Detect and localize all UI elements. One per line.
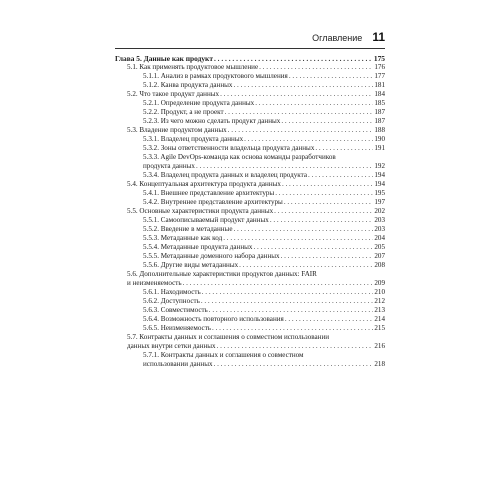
toc-entry[interactable] [115, 207, 385, 216]
dot-leader [228, 126, 374, 135]
toc-entry-page: 184 [374, 90, 385, 98]
toc-entry-page: 187 [374, 108, 385, 116]
toc-entry[interactable] [115, 234, 385, 243]
toc-entry-page: 215 [374, 324, 385, 332]
toc-entry[interactable] [115, 270, 385, 288]
toc-entry-page: 176 [374, 63, 385, 71]
toc-entry[interactable] [115, 243, 385, 252]
toc-entry-page: 202 [374, 207, 385, 215]
toc-entry-text: 5.3.1. Владелец продукта данных [143, 135, 244, 143]
dot-leader [253, 243, 373, 252]
toc-entry-page: 210 [374, 288, 385, 296]
toc-entry-text: 5.1. Как применять продуктовое мышление [127, 63, 259, 71]
toc-entry-text: 5.4.1. Внешнее представление архитектуры [143, 189, 275, 197]
toc-entry-text: 5.5.6. Другие виды метаданных [143, 261, 239, 269]
toc-entry-page: 207 [374, 252, 385, 260]
toc-entry-page: 216 [374, 342, 385, 350]
toc-entry-text-line1: 5.6. Дополнительные характеристики продуктов данных: FAIR [127, 270, 317, 278]
dot-leader [233, 225, 373, 234]
toc-entry-text: 5.6.2. Доступность [143, 297, 200, 305]
dot-leader [196, 162, 373, 171]
toc-entry[interactable] [115, 180, 385, 189]
running-header [312, 30, 385, 46]
toc-entry[interactable] [115, 324, 385, 333]
toc-entry-page: 194 [374, 180, 385, 188]
toc-entry[interactable] [115, 252, 385, 261]
header-page-number: 11 [372, 30, 385, 44]
toc-entry[interactable] [115, 189, 385, 198]
toc-entry-page: 175 [373, 54, 385, 63]
toc-entry-text: 5.4. Концептуальная архитектура продукта данных [127, 180, 281, 188]
dot-leader [308, 171, 373, 180]
toc-entry-page: 203 [374, 216, 385, 224]
toc-entry[interactable] [115, 315, 385, 324]
toc-entry-page: 187 [374, 117, 385, 125]
toc-entry-text: использовании данных [143, 360, 213, 368]
dot-leader [259, 63, 373, 72]
toc-entry-text: 5.5.5. Метаданные доменного набора данных [143, 252, 280, 260]
toc-entry-text: 5.2. Что такое продукт данных [127, 90, 220, 98]
toc-entry[interactable] [115, 261, 385, 270]
toc-entry[interactable] [115, 117, 385, 126]
dot-leader [217, 342, 374, 351]
toc-entry[interactable] [115, 216, 385, 225]
header-title: Оглавление [312, 33, 363, 43]
dot-leader [285, 315, 374, 324]
toc-entry-text: 5.2.2. Продукт, а не проект [143, 108, 224, 116]
toc-entry-text: 5.5.3. Метаданные как код [143, 234, 223, 242]
toc-entry-text: 5.6.3. Совместимость [143, 306, 208, 314]
toc-entry-page: 181 [374, 81, 385, 89]
toc-entry-text: 5.2.3. Из чего можно сделать продукт данных [143, 117, 281, 125]
toc-entry[interactable] [115, 171, 385, 180]
toc-entry-text: 5.3. Владение продуктом данных [127, 126, 227, 134]
toc-entry-page: 195 [374, 189, 385, 197]
toc-entry-text: 5.5.1. Самоописываемый продукт данных [143, 216, 269, 224]
toc-entry[interactable] [115, 153, 385, 171]
toc-entry-text: 5.4.2. Внутреннее представление архитектуры [143, 198, 283, 206]
toc-entry-text-line1: 5.3.3. Agile DevOps-команда как основа команды разработчиков [143, 153, 336, 161]
toc-entry-page: 203 [374, 225, 385, 233]
toc-entry-text: 5.3.2. Зоны ответственности владельца продукта данных [143, 144, 315, 152]
dot-leader [209, 306, 374, 315]
toc-entry-page: 191 [374, 144, 385, 152]
toc-entry-page: 190 [374, 135, 385, 143]
dot-leader [239, 261, 373, 270]
toc-entry[interactable] [115, 144, 385, 153]
toc-entry-page: 209 [374, 279, 385, 287]
dot-leader [214, 360, 374, 369]
toc-entry-text-line1: 5.7. Контракты данных и соглашения о совместном использовании [127, 333, 330, 341]
toc-entry[interactable] [115, 198, 385, 207]
toc-entry-text: 5.6.5. Неизменяемость [143, 324, 212, 332]
toc-entry-text: 5.5.4. Метаданные продукта данных [143, 243, 253, 251]
dot-leader [220, 90, 373, 99]
dot-leader [284, 198, 374, 207]
toc-entry-page: 208 [374, 261, 385, 269]
toc-entry[interactable] [115, 90, 385, 99]
toc-entry-text-line1: 5.7.1. Контракты данных и соглашения о совместном [143, 351, 304, 359]
toc-entry[interactable] [115, 63, 385, 72]
toc-entry-page: 204 [374, 234, 385, 242]
dot-leader [223, 234, 373, 243]
toc-entry-text: продукта данных [143, 162, 195, 170]
toc-entry-page: 197 [374, 198, 385, 206]
toc-entry-text: 5.1.1. Анализ в рамках продуктового мышления [143, 72, 288, 80]
toc-entry-page: 213 [374, 306, 385, 314]
dot-leader [281, 252, 374, 261]
dot-leader [289, 72, 374, 81]
toc-entry-page: 205 [374, 243, 385, 251]
toc-entry-text: 5.1.2. Канва продукта данных [143, 81, 233, 89]
toc-entry-text: данных внутри сетки данных [127, 342, 216, 350]
toc-entry-page: 212 [374, 297, 385, 305]
toc-entry-page: 218 [374, 360, 385, 368]
toc-entry-text: 5.5.2. Введение в метаданные [143, 225, 233, 233]
toc-entry[interactable] [115, 72, 385, 81]
toc-entry-page: 185 [374, 99, 385, 107]
toc-entry-page: 177 [374, 72, 385, 80]
header-rule [115, 48, 385, 49]
toc-entry[interactable] [115, 81, 385, 90]
toc-entry-text: 5.6.4. Возможность повторного использования [143, 315, 284, 323]
toc-entry[interactable] [115, 306, 385, 315]
dot-leader [275, 189, 373, 198]
toc-entry[interactable] [115, 126, 385, 135]
dot-leader [212, 324, 373, 333]
toc-entry[interactable] [115, 54, 385, 63]
toc-entry-text: 5.2.1. Определение продукта данных [143, 99, 255, 107]
toc-entry-text: и неизменяемость [127, 279, 182, 287]
dot-leader [282, 180, 373, 189]
toc-entry-text: Глава 5. Данные как продукт [115, 54, 213, 63]
dot-leader [270, 216, 374, 225]
toc-entry-page: 214 [374, 315, 385, 323]
table-of-contents [115, 54, 385, 369]
toc-entry[interactable] [115, 297, 385, 306]
toc-entry-text: 5.6.1. Находимость [143, 288, 201, 296]
toc-entry[interactable] [115, 333, 385, 351]
toc-entry[interactable] [115, 135, 385, 144]
toc-entry-text: 5.5. Основные характеристики продукта данных [127, 207, 274, 215]
dot-leader [281, 117, 373, 126]
dot-leader [183, 279, 374, 288]
dot-leader [255, 99, 373, 108]
dot-leader [214, 54, 373, 63]
dot-leader [225, 108, 374, 117]
dot-leader [315, 144, 373, 153]
toc-entry[interactable] [115, 288, 385, 297]
dot-leader [274, 207, 373, 216]
toc-entry[interactable] [115, 108, 385, 117]
toc-entry-page: 194 [374, 171, 385, 179]
toc-entry-text: 5.3.4. Владелец продукта данных и владелец продукта [143, 171, 307, 179]
toc-entry-page: 188 [374, 126, 385, 134]
toc-entry[interactable] [115, 225, 385, 234]
toc-entry[interactable] [115, 351, 385, 369]
dot-leader [233, 81, 373, 90]
dot-leader [202, 288, 374, 297]
toc-entry[interactable] [115, 99, 385, 108]
dot-leader [244, 135, 373, 144]
dot-leader [201, 297, 374, 306]
toc-entry-page: 192 [374, 162, 385, 170]
